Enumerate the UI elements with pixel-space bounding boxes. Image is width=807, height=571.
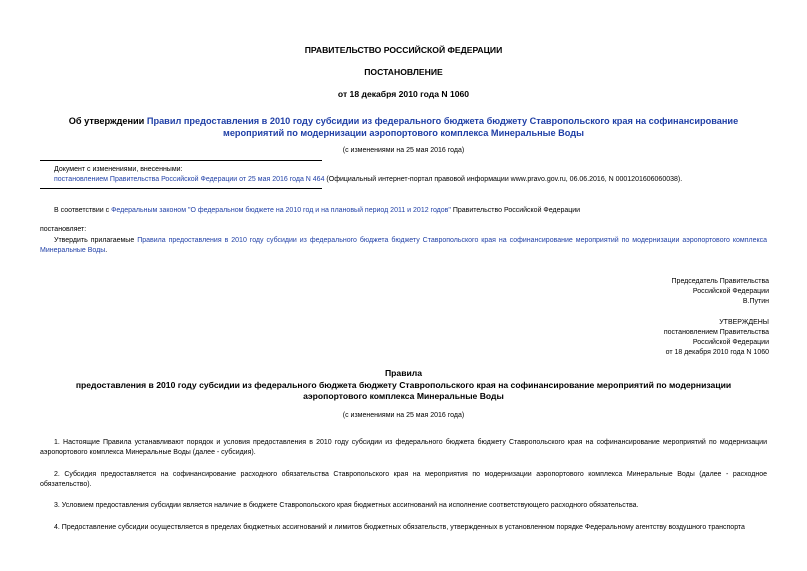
approved-heading: УТВЕРЖДЕНЫ [719, 319, 769, 326]
rules-title: Правила [384, 368, 422, 378]
title-prefix: Об утверждении [68, 116, 147, 126]
approve-paragraph [40, 236, 767, 256]
resolves-text: постановляет: [40, 226, 87, 233]
signature-position: Председатель Правительства [671, 278, 769, 285]
signature-name: В.Путин [742, 298, 769, 305]
approved-line-2: Российской Федерации [692, 339, 769, 346]
rules-paragraph-3: 3. Условием предоставления субсидии является наличие в бюджете Ставропольского края бюджетных ассигнований на исполнение соответствующего расходного обязательства. [54, 502, 639, 509]
amendment-source: (Официальный интернет-портал правовой информации www.pravo.gov.ru, 06.06.2016, N 0001201606060038). [324, 176, 683, 183]
amendment-resolution-link[interactable]: постановлением Правительства Российской Федерации от 25 мая 2016 года N 464 [54, 176, 325, 183]
signature-block [672, 277, 769, 307]
approved-rules-link[interactable]: Правила предоставления в 2010 году субсидии из федерального бюджета бюджету Ставропольского края на софинансирование мероприятий по модернизации аэропортового комплекса Минеральные Воды [40, 237, 767, 254]
approved-line-1: постановлением Правительства [663, 329, 769, 336]
preamble-suffix: Правительство Российской Федерации [450, 207, 581, 214]
rules-subtitle: предоставления в 2010 году субсидии из федерального бюджета бюджету Ставропольского края на софинансирование мероприятий по модернизации аэропортового комплекса Минеральные Воды [75, 380, 732, 401]
approved-block [664, 318, 769, 358]
approve-prefix: Утвердить прилагаемые [54, 237, 138, 244]
rules-paragraph-4: 4. Предоставление субсидии осуществляется в пределах бюджетных ассигнований и лимитов бюджетных обязательств, утвержденных в установленном порядке Федеральному агентству воздушного транспорта [54, 524, 745, 531]
document-date-number: от 18 декабря 2010 года N 1060 [337, 89, 470, 99]
rules-changes-note: (с изменениями на 25 мая 2016 года) [342, 412, 465, 419]
changes-note: (с изменениями на 25 мая 2016 года) [342, 147, 465, 154]
government-heading: ПРАВИТЕЛЬСТВО РОССИЙСКОЙ ФЕДЕРАЦИИ [304, 45, 503, 55]
amendments-bottom-divider [40, 188, 322, 189]
amendments-intro: Документ с изменениями, внесенными: [54, 166, 183, 173]
approved-line-3: от 18 декабря 2010 года N 1060 [665, 349, 769, 356]
amendments-entry [54, 175, 774, 185]
amendments-top-divider [40, 160, 322, 161]
federal-law-link[interactable]: Федеральным законом "О федеральном бюджете на 2010 год и на плановый период 2011 и 2012 годов" [111, 207, 451, 214]
approve-suffix: . [105, 247, 108, 254]
preamble [54, 206, 774, 216]
rules-paragraph-2: 2. Субсидия предоставляется на софинансирование расходного обязательства Ставропольского края на мероприятия по модернизации аэропортового комплекса Минеральные Воды (далее - расходное обязательство). [40, 471, 767, 488]
document-type: ПОСТАНОВЛЕНИЕ [364, 67, 443, 77]
preamble-prefix: В соответствии с [54, 207, 112, 214]
signature-country: Российской Федерации [692, 288, 769, 295]
title-rules-link[interactable]: Правил предоставления в 2010 году субсидии из федерального бюджета бюджету Ставропольского края на софинансирование мероприятий по модернизации аэропортового комплекса Минеральные Воды [146, 116, 739, 138]
rules-paragraph-1: 1. Настоящие Правила устанавливают порядок и условия предоставления в 2010 году субсидии из федерального бюджета бюджету Ставропольского края на софинансирование мероприятий по модернизации аэропортового комплекса Минеральные Воды (далее - субсидия). [40, 439, 767, 456]
document-title [45, 115, 762, 139]
